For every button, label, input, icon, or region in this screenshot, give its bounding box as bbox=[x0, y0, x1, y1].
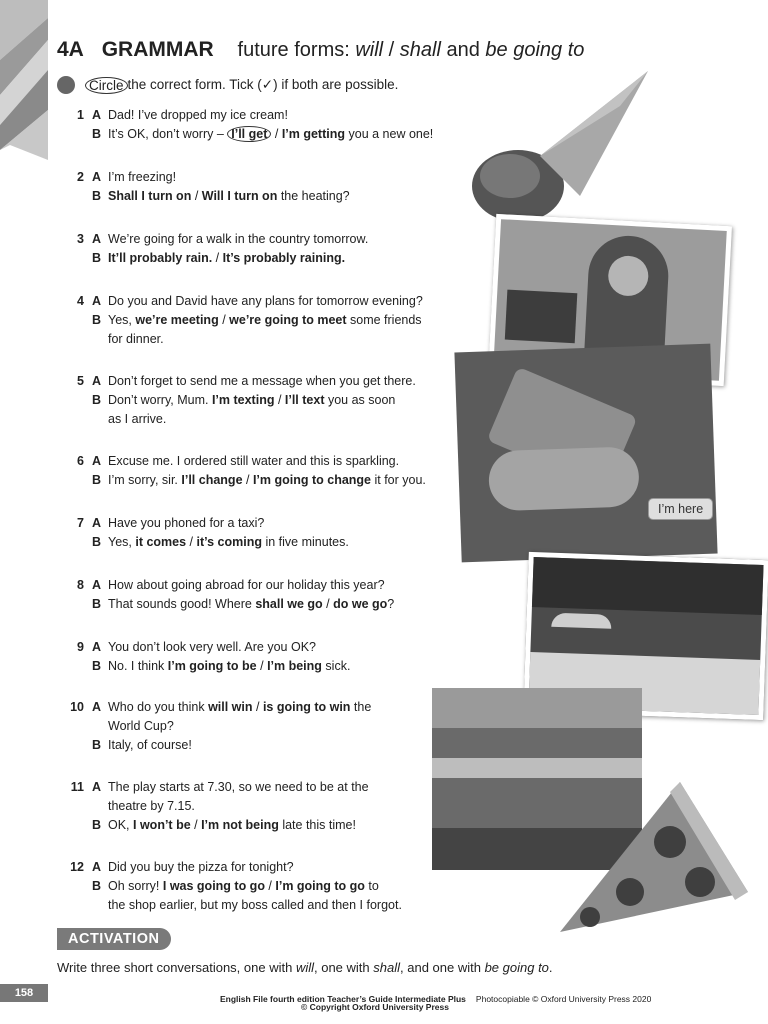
exercise-item bbox=[66, 106, 466, 144]
a-text: We’re going for a walk in the country tomorrow. bbox=[108, 232, 369, 246]
b-text: it for you. bbox=[371, 473, 426, 487]
a-text: the bbox=[350, 700, 372, 714]
speaker-a-letter: A bbox=[92, 578, 102, 592]
option-2: Will I turn on bbox=[201, 189, 278, 203]
option-separator: / bbox=[212, 251, 223, 265]
item-number: 5 bbox=[77, 374, 84, 388]
spacer bbox=[66, 125, 92, 144]
b-text: I’m sorry, sir. bbox=[108, 473, 182, 487]
option-separator: / bbox=[191, 189, 202, 203]
item-number: 3 bbox=[77, 232, 84, 246]
b-text: the shop earlier, but my boss called and then I forgot. bbox=[108, 898, 402, 912]
b-text: It’s OK, don’t worry – bbox=[108, 127, 228, 141]
b-text: as I arrive. bbox=[108, 412, 167, 426]
speaker-a-continuation bbox=[108, 717, 466, 736]
exercise-item bbox=[66, 168, 466, 206]
speaker-b-letter: B bbox=[92, 313, 102, 327]
copyright: © Copyright Oxford University Press bbox=[301, 1002, 449, 1012]
b-text: Oh sorry! bbox=[108, 879, 163, 893]
spacer bbox=[92, 410, 108, 429]
speaker-a-continuation bbox=[108, 797, 466, 816]
speaker-a-line bbox=[108, 576, 466, 595]
b-text: some friends bbox=[346, 313, 422, 327]
speaker-b-letter: B bbox=[92, 473, 102, 487]
a-text: You don’t look very well. Are you OK? bbox=[108, 640, 316, 654]
option-1: I won’t be bbox=[133, 818, 191, 832]
b-text: you a new one! bbox=[345, 127, 434, 141]
item-number: 12 bbox=[70, 860, 84, 874]
spacer bbox=[66, 471, 92, 490]
speaker-a-letter: A bbox=[92, 640, 102, 654]
spacer bbox=[66, 736, 92, 755]
a-text: Excuse me. I ordered still water and this is sparkling. bbox=[108, 454, 400, 468]
exercise-item bbox=[66, 292, 466, 349]
speaker-a-letter: A bbox=[92, 516, 102, 530]
speaker-a-letter: A bbox=[92, 374, 102, 388]
speaker-b-continuation bbox=[108, 410, 466, 429]
option-separator: / bbox=[322, 597, 334, 611]
fan-decoration bbox=[0, 0, 60, 170]
option-1: I’ll change bbox=[181, 473, 243, 487]
a-text: Dad! I’ve dropped my ice cream! bbox=[108, 108, 288, 122]
item-number: 4 bbox=[77, 294, 84, 308]
spacer bbox=[66, 330, 92, 349]
option-1: it comes bbox=[135, 535, 187, 549]
speaker-a-line bbox=[108, 168, 466, 187]
option-separator: / bbox=[252, 700, 263, 714]
speaker-a-line bbox=[108, 638, 466, 657]
spacer bbox=[66, 595, 92, 614]
instruction-text: the correct form. Tick (✓) if both are possible. bbox=[127, 77, 399, 92]
b-text: for dinner. bbox=[108, 332, 164, 346]
b-text: No. I think bbox=[108, 659, 168, 673]
spacer bbox=[66, 410, 92, 429]
speaker-a-line bbox=[108, 372, 466, 391]
option-1: I’ll get bbox=[227, 126, 271, 142]
option-separator: / bbox=[271, 127, 282, 141]
grammar-label: GRAMMAR bbox=[101, 38, 214, 61]
b-text: Yes, bbox=[108, 535, 136, 549]
a-text: How about going abroad for our holiday this year? bbox=[108, 578, 385, 592]
speaker-b-line bbox=[108, 471, 466, 490]
option-2: is going to win bbox=[262, 700, 351, 714]
footer: English File fourth edition Teacher’s Guide Intermediate Plus Photocopiable © Oxford University Press 2020 bbox=[220, 994, 652, 1004]
speaker-a-line bbox=[108, 514, 466, 533]
speaker-a-letter: A bbox=[92, 780, 102, 794]
item-number: 9 bbox=[77, 640, 84, 654]
option-2: I’m going to go bbox=[275, 879, 365, 893]
option-separator: / bbox=[218, 313, 230, 327]
spacer bbox=[66, 797, 92, 816]
speaker-a-letter: A bbox=[92, 232, 102, 246]
speaker-a-letter: A bbox=[92, 700, 102, 714]
ice-cream-photo bbox=[470, 66, 650, 226]
b-text: OK, bbox=[108, 818, 134, 832]
speaker-b-line bbox=[108, 595, 466, 614]
item-number: 2 bbox=[77, 170, 84, 184]
speaker-a-line bbox=[108, 292, 466, 311]
speaker-b-letter: B bbox=[92, 189, 102, 203]
speaker-b-letter: B bbox=[92, 879, 102, 893]
spacer bbox=[66, 896, 92, 915]
item-number: 11 bbox=[70, 780, 84, 794]
speaker-b-letter: B bbox=[92, 127, 102, 141]
spacer bbox=[66, 657, 92, 676]
speaker-b-continuation bbox=[108, 330, 466, 349]
option-separator: / bbox=[274, 393, 285, 407]
spacer bbox=[66, 816, 92, 835]
option-separator: / bbox=[190, 818, 202, 832]
option-separator: / bbox=[264, 879, 276, 893]
option-1: Shall I turn on bbox=[108, 189, 192, 203]
option-separator: / bbox=[186, 535, 197, 549]
a-text: Do you and David have any plans for tomorrow evening? bbox=[108, 294, 423, 308]
speaker-b-letter: B bbox=[92, 818, 102, 832]
speaker-a-line bbox=[108, 698, 466, 717]
speaker-a-line bbox=[108, 230, 466, 249]
speaker-a-letter: A bbox=[92, 294, 102, 308]
spacer bbox=[92, 330, 108, 349]
activation-instruction: Write three short conversations, one with will, one with shall, and one with be going to. bbox=[57, 960, 553, 975]
speaker-a-line bbox=[108, 858, 466, 877]
option-2: I’m being bbox=[267, 659, 322, 673]
speaker-b-line bbox=[108, 391, 466, 410]
b-text: you as soon bbox=[324, 393, 396, 407]
speaker-a-line bbox=[108, 106, 466, 125]
speaker-b-line bbox=[108, 187, 466, 206]
spacer bbox=[66, 249, 92, 268]
item-number: 7 bbox=[77, 516, 84, 530]
speaker-a-letter: A bbox=[92, 108, 102, 122]
b-text: the heating? bbox=[277, 189, 350, 203]
spacer bbox=[66, 717, 92, 736]
a-text: World Cup? bbox=[108, 719, 174, 733]
speaker-b-letter: B bbox=[92, 535, 102, 549]
exercise-item bbox=[66, 576, 466, 614]
a-text: Don’t forget to send me a message when you get there. bbox=[108, 374, 416, 388]
page-number: 158 bbox=[0, 984, 48, 1002]
instruction bbox=[57, 76, 398, 94]
bullet-icon bbox=[57, 76, 75, 94]
option-2: do we go bbox=[333, 597, 388, 611]
item-number: 8 bbox=[77, 578, 84, 592]
spacer bbox=[66, 533, 92, 552]
b-text: That sounds good! Where bbox=[108, 597, 256, 611]
speaker-a-letter: A bbox=[92, 454, 102, 468]
b-text: Italy, of course! bbox=[108, 738, 192, 752]
exercise-item bbox=[66, 698, 466, 755]
a-text: Who do you think bbox=[108, 700, 209, 714]
speaker-b-letter: B bbox=[92, 659, 102, 673]
a-text: The play starts at 7.30, so we need to be at the bbox=[108, 780, 369, 794]
option-2: I’m not being bbox=[201, 818, 279, 832]
option-2: I’m going to change bbox=[252, 473, 372, 487]
b-text: Yes, bbox=[108, 313, 136, 327]
circle-word: Circle bbox=[85, 77, 128, 94]
a-text: theatre by 7.15. bbox=[108, 799, 195, 813]
speaker-b-letter: B bbox=[92, 393, 102, 407]
speaker-b-line bbox=[108, 816, 466, 835]
pizza-photo bbox=[550, 782, 750, 934]
activation-label: ACTIVATION bbox=[57, 928, 171, 950]
lesson-code: 4A bbox=[57, 38, 84, 61]
item-number: 1 bbox=[77, 108, 84, 122]
b-text: in five minutes. bbox=[262, 535, 349, 549]
speaker-b-line bbox=[108, 533, 466, 552]
speaker-b-letter: B bbox=[92, 597, 102, 611]
a-text: Have you phoned for a taxi? bbox=[108, 516, 265, 530]
option-2: we’re going to meet bbox=[229, 313, 347, 327]
speech-bubble: I’m here bbox=[648, 498, 713, 520]
item-number: 6 bbox=[77, 454, 84, 468]
b-text: Don’t worry, Mum. bbox=[108, 393, 212, 407]
speaker-b-line bbox=[108, 311, 466, 330]
exercise-item bbox=[66, 778, 466, 835]
speaker-b-letter: B bbox=[92, 251, 102, 265]
phone-hand-photo bbox=[454, 344, 717, 563]
exercise-item bbox=[66, 858, 466, 915]
option-separator: / bbox=[256, 659, 268, 673]
exercise-item bbox=[66, 372, 466, 429]
spacer bbox=[92, 797, 108, 816]
page-title bbox=[57, 38, 584, 62]
speaker-a-line bbox=[108, 778, 466, 797]
b-text: to bbox=[364, 879, 379, 893]
b-text: ? bbox=[387, 597, 395, 611]
spacer bbox=[66, 187, 92, 206]
exercise-item bbox=[66, 638, 466, 676]
exercise-item bbox=[66, 230, 466, 268]
speaker-a-line bbox=[108, 452, 466, 471]
item-number: 10 bbox=[70, 700, 84, 714]
speaker-b-line bbox=[108, 249, 466, 268]
speaker-b-letter: B bbox=[92, 738, 102, 752]
speaker-b-line bbox=[108, 736, 466, 755]
speaker-b-line bbox=[108, 125, 466, 144]
b-text: sick. bbox=[321, 659, 351, 673]
speaker-a-letter: A bbox=[92, 170, 102, 184]
speaker-b-line bbox=[108, 877, 466, 896]
spacer bbox=[92, 717, 108, 736]
spacer bbox=[92, 896, 108, 915]
option-1: I’m texting bbox=[211, 393, 275, 407]
option-1: I’m going to be bbox=[167, 659, 257, 673]
option-separator: / bbox=[242, 473, 253, 487]
speaker-b-continuation bbox=[108, 896, 466, 915]
exercise-item bbox=[66, 452, 466, 490]
spacer bbox=[66, 391, 92, 410]
speaker-b-line bbox=[108, 657, 466, 676]
option-1: It’ll probably rain. bbox=[108, 251, 213, 265]
spacer bbox=[66, 311, 92, 330]
spacer bbox=[66, 877, 92, 896]
b-text: late this time! bbox=[278, 818, 356, 832]
subtitle: future forms: will / shall and be going to bbox=[237, 39, 585, 61]
option-2: it’s coming bbox=[196, 535, 262, 549]
option-2: I’m getting bbox=[281, 127, 346, 141]
exercise-item bbox=[66, 514, 466, 552]
option-1: shall we go bbox=[255, 597, 323, 611]
option-1: I was going to go bbox=[162, 879, 265, 893]
option-1: we’re meeting bbox=[135, 313, 219, 327]
speaker-a-letter: A bbox=[92, 860, 102, 874]
a-text: I’m freezing! bbox=[108, 170, 177, 184]
option-2: It’s probably raining. bbox=[222, 251, 346, 265]
a-text: Did you buy the pizza for tonight? bbox=[108, 860, 294, 874]
option-2: I’ll text bbox=[284, 393, 325, 407]
option-1: will win bbox=[208, 700, 253, 714]
